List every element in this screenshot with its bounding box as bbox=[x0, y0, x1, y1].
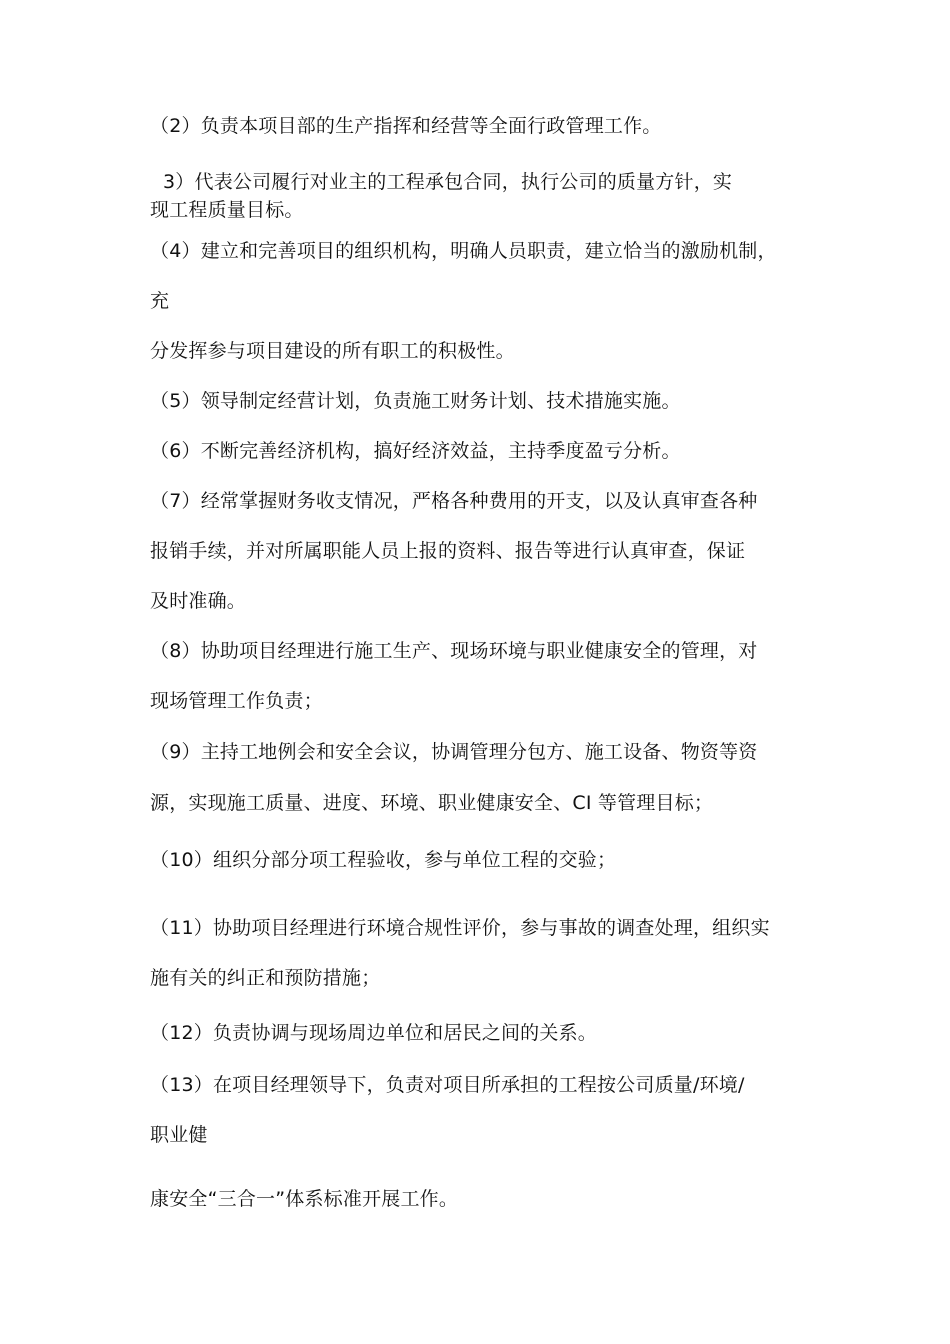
paragraph-line: 充 bbox=[150, 290, 170, 312]
paragraph-line: （6）不断完善经济机构，搞好经济效益，主持季度盈亏分析。 bbox=[150, 440, 681, 462]
paragraph-line: 施有关的纠正和预防措施； bbox=[150, 967, 381, 989]
paragraph-line: 报销手续，并对所属职能人员上报的资料、报告等进行认真审查，保证 bbox=[150, 540, 746, 562]
paragraph-line: （2）负责本项目部的生产指挥和经营等全面行政管理工作。 bbox=[150, 115, 662, 137]
paragraph-line: （9）主持工地例会和安全会议，协调管理分包方、施工设备、物资等资 bbox=[150, 741, 758, 763]
paragraph-line: （10）组织分部分项工程验收，参与单位工程的交验； bbox=[150, 849, 617, 871]
paragraph-line: 3）代表公司履行对业主的工程承包合同，执行公司的质量方针，实 bbox=[163, 171, 733, 193]
paragraph-line: （12）负责协调与现场周边单位和居民之间的关系。 bbox=[150, 1022, 597, 1044]
paragraph-line: （5）领导制定经营计划，负责施工财务计划、技术措施实施。 bbox=[150, 390, 681, 412]
paragraph-line: 现工程质量目标。 bbox=[150, 199, 304, 221]
paragraph-line: 现场管理工作负责； bbox=[150, 690, 323, 712]
paragraph-line: （4）建立和完善项目的组织机构，明确人员职责，建立恰当的激励机制， bbox=[150, 240, 777, 262]
paragraph-line: （8）协助项目经理进行施工生产、现场环境与职业健康安全的管理，对 bbox=[150, 640, 758, 662]
paragraph-line: （13）在项目经理领导下，负责对项目所承担的工程按公司质量/环境/ bbox=[150, 1074, 745, 1096]
paragraph-line: 职业健 bbox=[150, 1124, 208, 1146]
paragraph-line: 康安全“三合一”体系标准开展工作。 bbox=[150, 1188, 459, 1210]
paragraph-line: （11）协助项目经理进行环境合规性评价，参与事故的调查处理，组织实 bbox=[150, 917, 770, 939]
paragraph-line: （7）经常掌握财务收支情况，严格各种费用的开支，以及认真审查各种 bbox=[150, 490, 758, 512]
paragraph-line: 分发挥参与项目建设的所有职工的积极性。 bbox=[150, 340, 515, 362]
paragraph-line: 及时准确。 bbox=[150, 590, 247, 612]
paragraph-line: 源，实现施工质量、进度、环境、职业健康安全、CI 等管理目标； bbox=[150, 792, 714, 814]
